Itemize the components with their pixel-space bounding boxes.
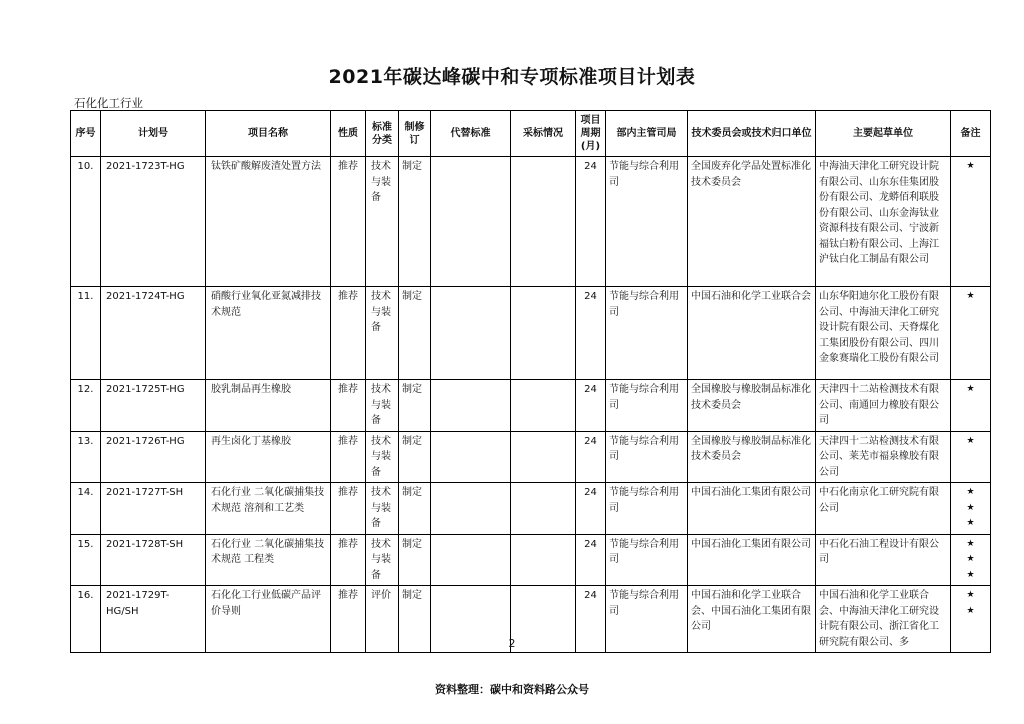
cell-dept: 节能与综合利用司 bbox=[606, 157, 688, 287]
cell-period: 24 bbox=[576, 431, 606, 483]
cell-note: ★ bbox=[951, 157, 991, 287]
cell-drafter: 中石化石油工程设计有限公司 bbox=[816, 534, 951, 586]
cell-committee: 全国橡胶与橡胶制品标准化技术委员会 bbox=[688, 431, 816, 483]
cell-drafter: 中海油天津化工研究设计院有限公司、山东东佳集团股份有限公司、龙蟒佰利联股份有限公司、山东金海钛业资源科技有限公司、宁波新福钛白粉有限公司、上海江沪钛白化工制品有限公司 bbox=[816, 157, 951, 287]
cell-dept: 节能与综合利用司 bbox=[606, 380, 688, 432]
cell-name: 石化行业 二氧化碳捕集技术规范 工程类 bbox=[206, 534, 331, 586]
table-row bbox=[71, 431, 991, 483]
footer-credit: 资料整理：碳中和资料路公众号 bbox=[435, 683, 589, 696]
header-plan-no: 计划号 bbox=[101, 111, 206, 157]
cell-nature: 推荐 bbox=[331, 586, 366, 653]
cell-seq: 12. bbox=[71, 380, 101, 432]
cell-adopt bbox=[511, 431, 576, 483]
cell-committee: 中国石油化工集团有限公司 bbox=[688, 483, 816, 535]
header-seq: 序号 bbox=[71, 111, 101, 157]
document-title: 2021年碳达峰碳中和专项标准项目计划表 bbox=[328, 66, 696, 88]
cell-nature: 推荐 bbox=[331, 157, 366, 287]
cell-plan-no: 2021-1723T-HG bbox=[101, 157, 206, 287]
cell-note: ★ bbox=[951, 380, 991, 432]
cell-drafter: 中石化南京化工研究院有限公司 bbox=[816, 483, 951, 535]
page-number: 2 bbox=[508, 637, 516, 650]
cell-seq: 16. bbox=[71, 586, 101, 653]
cell-name: 石化化工行业低碳产品评价导则 bbox=[206, 586, 331, 653]
cell-note: ★ bbox=[951, 431, 991, 483]
cell-category: 技术与装备 bbox=[366, 157, 399, 287]
cell-replace bbox=[431, 157, 511, 287]
cell-plan-no: 2021-1724T-HG bbox=[101, 287, 206, 380]
cell-plan-no: 2021-1728T-SH bbox=[101, 534, 206, 586]
header-drafter: 主要起草单位 bbox=[816, 111, 951, 157]
cell-adopt bbox=[511, 157, 576, 287]
cell-revise: 制定 bbox=[399, 157, 431, 287]
header-replace: 代替标准 bbox=[431, 111, 511, 157]
cell-dept: 节能与综合利用司 bbox=[606, 483, 688, 535]
cell-drafter: 天津四十二站检测技术有限公司、南通回力橡胶有限公司 bbox=[816, 380, 951, 432]
cell-adopt bbox=[511, 287, 576, 380]
cell-revise: 制定 bbox=[399, 380, 431, 432]
cell-seq: 10. bbox=[71, 157, 101, 287]
plan-table bbox=[70, 110, 991, 653]
cell-committee: 中国石油化工集团有限公司 bbox=[688, 534, 816, 586]
header-committee: 技术委员会或技术归口单位 bbox=[688, 111, 816, 157]
cell-plan-no: 2021-1725T-HG bbox=[101, 380, 206, 432]
cell-drafter: 山东华阳迪尔化工股份有限公司、中海油天津化工研究设计院有限公司、天脊煤化工集团股份有限公司、四川金象赛瑞化工股份有限公司 bbox=[816, 287, 951, 380]
cell-committee: 中国石油和化学工业联合会 bbox=[688, 287, 816, 380]
cell-replace bbox=[431, 287, 511, 380]
cell-replace bbox=[431, 431, 511, 483]
table-row bbox=[71, 287, 991, 380]
cell-committee: 全国橡胶与橡胶制品标准化技术委员会 bbox=[688, 380, 816, 432]
cell-name: 硝酸行业氧化亚氮减排技术规范 bbox=[206, 287, 331, 380]
cell-category: 技术与装备 bbox=[366, 483, 399, 535]
cell-dept: 节能与综合利用司 bbox=[606, 287, 688, 380]
cell-nature: 推荐 bbox=[331, 287, 366, 380]
cell-dept: 节能与综合利用司 bbox=[606, 431, 688, 483]
cell-revise: 制定 bbox=[399, 586, 431, 653]
cell-category: 技术与装备 bbox=[366, 380, 399, 432]
cell-name: 再生卤化丁基橡胶 bbox=[206, 431, 331, 483]
cell-category: 技术与装备 bbox=[366, 287, 399, 380]
table-row bbox=[71, 534, 991, 586]
cell-seq: 11. bbox=[71, 287, 101, 380]
cell-plan-no: 2021-1729T-HG/SH bbox=[101, 586, 206, 653]
cell-name: 胶乳制品再生橡胶 bbox=[206, 380, 331, 432]
table-row bbox=[71, 483, 991, 535]
cell-note: ★ ★ ★ bbox=[951, 483, 991, 535]
cell-period: 24 bbox=[576, 157, 606, 287]
cell-revise: 制定 bbox=[399, 287, 431, 380]
cell-replace bbox=[431, 483, 511, 535]
cell-period: 24 bbox=[576, 534, 606, 586]
cell-seq: 13. bbox=[71, 431, 101, 483]
cell-nature: 推荐 bbox=[331, 483, 366, 535]
cell-dept: 节能与综合利用司 bbox=[606, 534, 688, 586]
cell-note: ★ bbox=[951, 287, 991, 380]
cell-revise: 制定 bbox=[399, 483, 431, 535]
table-header-row bbox=[71, 111, 991, 157]
cell-drafter: 中国石油和化学工业联合会、中海油天津化工研究设计院有限公司、浙江省化工研究院有限公司、多 bbox=[816, 586, 951, 653]
cell-note: ★ ★ ★ bbox=[951, 534, 991, 586]
section-label: 石化化工行业 bbox=[74, 96, 143, 110]
cell-committee: 中国石油和化学工业联合会、中国石油化工集团有限公司 bbox=[688, 586, 816, 653]
header-nature: 性质 bbox=[331, 111, 366, 157]
cell-committee: 全国废弃化学品处置标准化技术委员会 bbox=[688, 157, 816, 287]
cell-replace bbox=[431, 380, 511, 432]
cell-period: 24 bbox=[576, 586, 606, 653]
cell-adopt bbox=[511, 380, 576, 432]
cell-period: 24 bbox=[576, 380, 606, 432]
cell-adopt bbox=[511, 483, 576, 535]
header-period: 项目周期(月) bbox=[576, 111, 606, 157]
header-category: 标准分类 bbox=[366, 111, 399, 157]
cell-seq: 14. bbox=[71, 483, 101, 535]
cell-nature: 推荐 bbox=[331, 534, 366, 586]
cell-category: 评价 bbox=[366, 586, 399, 653]
cell-name: 钛铁矿酸解废渣处置方法 bbox=[206, 157, 331, 287]
cell-seq: 15. bbox=[71, 534, 101, 586]
table-row bbox=[71, 157, 991, 287]
header-note: 备注 bbox=[951, 111, 991, 157]
cell-plan-no: 2021-1727T-SH bbox=[101, 483, 206, 535]
cell-revise: 制定 bbox=[399, 431, 431, 483]
cell-drafter: 天津四十二站检测技术有限公司、莱芜市福泉橡胶有限公司 bbox=[816, 431, 951, 483]
header-name: 项目名称 bbox=[206, 111, 331, 157]
cell-category: 技术与装备 bbox=[366, 534, 399, 586]
table-row bbox=[71, 380, 991, 432]
header-adopt: 采标情况 bbox=[511, 111, 576, 157]
cell-nature: 推荐 bbox=[331, 380, 366, 432]
cell-period: 24 bbox=[576, 287, 606, 380]
cell-category: 技术与装备 bbox=[366, 431, 399, 483]
cell-nature: 推荐 bbox=[331, 431, 366, 483]
header-dept: 部内主管司局 bbox=[606, 111, 688, 157]
cell-revise: 制定 bbox=[399, 534, 431, 586]
cell-dept: 节能与综合利用司 bbox=[606, 586, 688, 653]
cell-note: ★ ★ bbox=[951, 586, 991, 653]
cell-adopt bbox=[511, 534, 576, 586]
cell-plan-no: 2021-1726T-HG bbox=[101, 431, 206, 483]
cell-name: 石化行业 二氧化碳捕集技术规范 溶剂和工艺类 bbox=[206, 483, 331, 535]
header-revise: 制修订 bbox=[399, 111, 431, 157]
cell-replace bbox=[431, 534, 511, 586]
cell-period: 24 bbox=[576, 483, 606, 535]
